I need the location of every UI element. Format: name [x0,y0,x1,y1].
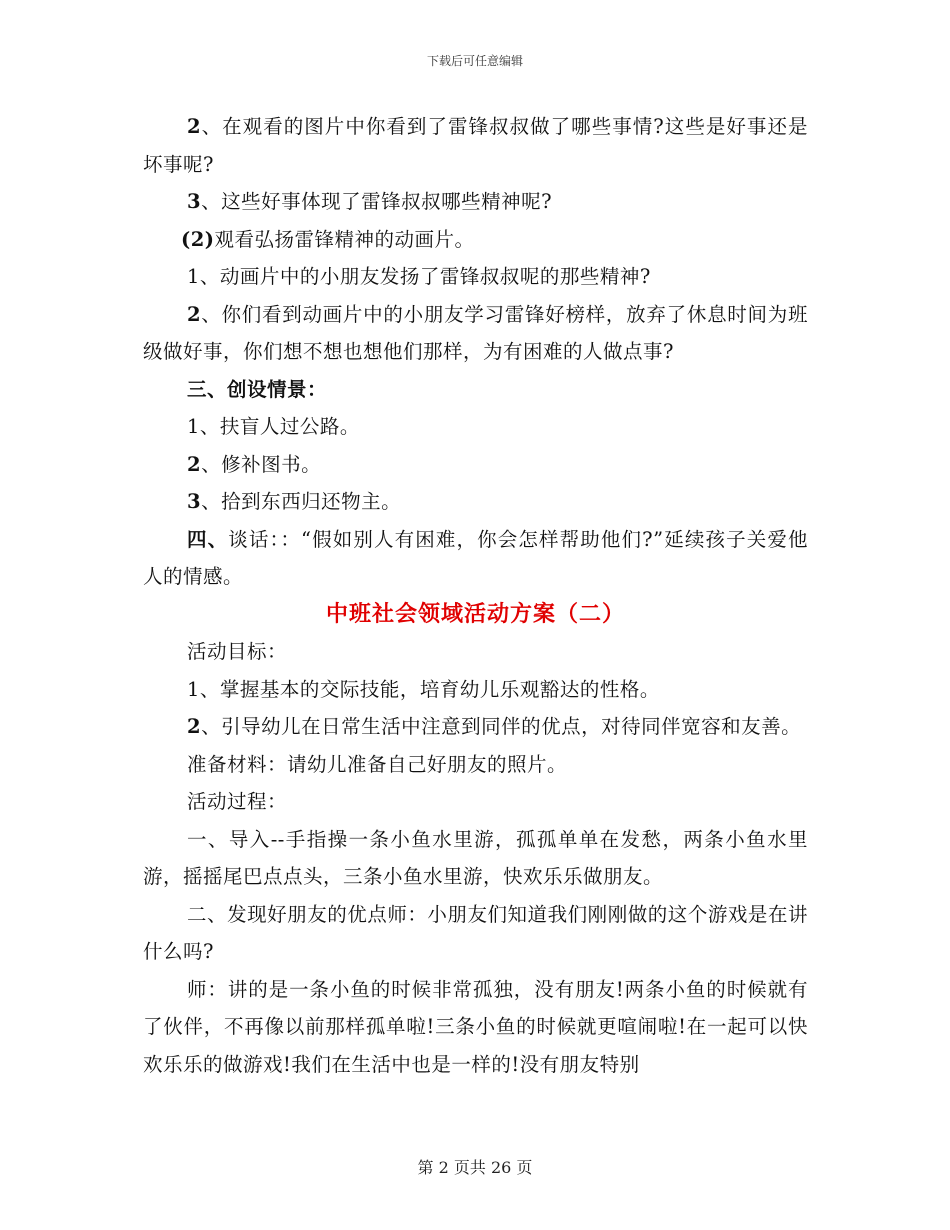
paragraph [143,221,808,259]
paragraph-text: 、动画片中的小朋友发扬了雷锋叔叔呢的那些精神? [199,265,651,288]
list-item [143,446,808,484]
item-number: 2 [187,452,202,476]
item-text: 、引导幼儿在日常生活中注意到同伴的优点，对待同伴宽容和友善。 [201,715,802,738]
label: 活动过程： [187,790,288,813]
paragraph-number: 2 [187,302,202,326]
paragraph-number: 3 [187,190,202,213]
paragraph [143,296,808,371]
paragraph: 一、导入--手指操一条小鱼水里游，孤孤单单在发愁，两条小鱼水里游，摇摇尾巴点点头，三条小鱼水里游，快欢乐乐做朋友。 [143,827,808,888]
item-text: 、掌握基本的交际技能，培育幼儿乐观豁达的性格。 [199,677,660,701]
page-footer: 第 2 页共 26 页 [417,1158,533,1177]
section-heading: 四、 [187,527,229,551]
item-number: 2 [187,715,202,738]
paragraph [143,258,808,296]
document-body [143,108,808,1083]
item-text: 、扶盲人过公路。 [199,415,360,438]
paragraph: 准备材料：请幼儿准备自己好朋友的照片。 [187,752,568,776]
paragraph-number: (2) [181,227,215,251]
item-text: 、修补图书。 [201,452,322,476]
item-number: 3 [187,490,202,513]
item-text: 、拾到东西归还物主。 [201,490,402,513]
section-heading: 三、创设情景： [187,377,328,401]
paragraph: 师：讲的是一条小鱼的时候非常孤独，没有朋友!两条小鱼的时候就有了伙伴，不再像以前那样孤单啦!三条小鱼的时候就更喧闹啦!在一起可以快欢乐乐的做游戏!我们在生活中也是一样的!没有朋友特别 [143,977,808,1076]
list-item [143,483,808,521]
paragraph-text: 谈话：：“假如别人有困难，你会怎样帮助他们?”延续孩子关爱他人的情感。 [143,527,808,588]
paragraph-number: 2 [187,115,202,138]
label: 活动目标： [187,640,288,663]
page-header: 下载后可任意编辑 [426,54,523,68]
paragraph [143,108,808,183]
paragraph-text: 、在观看的图片中你看到了雷锋叔叔做了哪些事情?这些是好事还是坏事呢? [143,115,808,176]
list-item [143,671,808,709]
paragraph [143,521,808,596]
item-number: 1 [187,677,200,701]
list-item [143,708,808,746]
list-item [143,408,808,446]
paragraph-text: 、这些好事体现了雷锋叔叔哪些精神呢? [201,190,553,213]
item-number: 1 [187,415,200,438]
paragraph-text: 、你们看到动画片中的小朋友学习雷锋好榜样，放弃了休息时间为班级做好事，你们想不想也想他们那样，为有困难的人做点事? [143,302,808,363]
paragraph-text: 观看弘扬雷锋精神的动画片。 [214,227,475,251]
section-title: 中班社会领域活动方案（二） [325,600,625,627]
paragraph-number: 1 [187,265,200,288]
paragraph: 二、发现好朋友的优点师：小朋友们知道我们刚刚做的这个游戏是在讲什么吗? [143,902,808,963]
paragraph [143,183,808,221]
